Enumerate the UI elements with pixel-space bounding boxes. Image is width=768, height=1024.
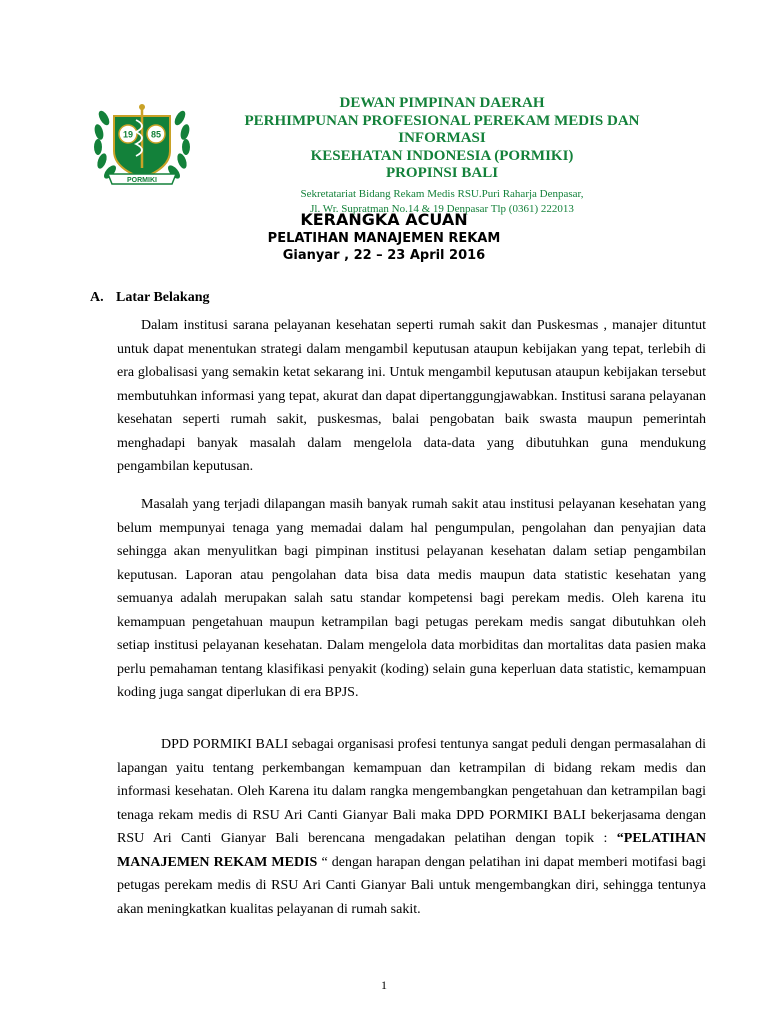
logo-year-left: 19 — [122, 129, 134, 140]
logo-year-right: 85 — [150, 129, 162, 140]
paragraph-3-text-start: DPD PORMIKI BALI sebagai organisasi profesi tentunya sangat peduli dengan permasalahan di lapangan yaitu tentang perkembangan kemampuan dan ketrampilan di bidang rekam medis dan informasi kesehatan. Oleh Karena itu dalam rangka mengembangkan pengetahuan dan ketrampilan bagi tenaga rekam medis di RSU Ari Canti Gianyar Bali maka DPD PORMIKI BALI bekerjasama dengan RSU Ari Canti Gianyar Bali berencana mengadakan pelatihan dengan topik : — [117, 737, 706, 846]
paragraph-3 — [117, 733, 706, 921]
page-number: 1 — [381, 978, 387, 992]
org-line-1: DEWAN PIMPINAN DAERAH — [339, 95, 545, 111]
section-number: A. — [90, 290, 104, 305]
paragraph-1-text: Dalam institusi sarana pelayanan kesehatan seperti rumah sakit dan Puskesmas , manajer dituntut untuk dapat menentukan strategi dalam mengambil keputusan ataupun kebijakan yang tepat, terlebih di era globalisasi yang semakin ketat sekarang ini. Untuk mengambil keputusan ataupun kebijakan tersebut membutuhkan informasi yang tepat, akurat dan dapat dipertanggungjawabkan. Institusi sarana pelayanan kesehatan seperti rumah sakit, puskesmas, balai pengobatan baik swasta maupun pemerintah menghadapi banyak masalah dalam mengelola data-data yang dibutuhkan guna mendukung pengambilan keputusan. — [117, 318, 706, 474]
title-main: KERANGKA ACUAN — [300, 210, 468, 229]
section-heading — [90, 290, 209, 306]
paragraph-2-text: Masalah yang terjadi dilapangan masih banyak rumah sakit atau institusi pelayanan kesehatan yang belum mempunyai tenaga yang memadai dalam hal pengumpulan, pengolahan dan penyajian data sehingga akan menyulitkan bagi pimpinan institusi pelayanan kesehatan dalam setiap pengambilan keputusan. Laporan atau pengolahan data bisa data medis maupun data statistic kesehatan yang semuanya adalah merupakan salah satu standar kompetensi bagi perekam medis. Oleh karena itu kemampuan pengetahuan maupun ketrampilan bagi petugas perekam medis sangat dibutuhkan oleh setiap institusi pelayanan kesehatan. Dalam mengelola data morbiditas dan mortalitas data pasien maka perlu pemahaman tentang klasifikasi penyakit (koding) selain guna keperluan data statistic, kemampuan koding juga sangat diperlukan di era BPJS. — [117, 497, 706, 700]
document-title — [0, 210, 768, 264]
address-line-2: Jl. Wr. Supratman No.14 & 19 Denpasar Tlp (0361) 222013 — [310, 202, 574, 215]
section-title: Latar Belakang — [116, 290, 210, 305]
org-line-3: KESEHATAN INDONESIA (PORMIKI) — [310, 147, 574, 164]
org-line-2: PERHIMPUNAN PROFESIONAL PEREKAM MEDIS DAN INFORMASI — [244, 112, 640, 146]
org-line-4: PROPINSI BALI — [385, 165, 499, 181]
address-line-1: Sekretatariat Bidang Rekam Medis RSU.Puri Raharja Denpasar, — [300, 187, 584, 200]
title-sub: PELATIHAN MANAJEMEN REKAM — [267, 231, 501, 246]
paragraph-2 — [117, 493, 706, 705]
training-topic: “PELATIHAN MANAJEMEN REKAM MEDIS — [117, 831, 706, 870]
logo-ribbon-text: PORMIKI — [127, 177, 157, 184]
paragraph-3-text-end: “ dengan harapan dengan pelatihan ini dapat memberi motifasi bagi petugas perekam medis di RSU Ari Canti Gianyar Bali untuk mengembangkan diri, sehingga tentunya akan meningkatkan kualitas pelayanan di rumah sakit. — [117, 854, 707, 917]
title-date: Gianyar , 22 – 23 April 2016 — [282, 248, 486, 263]
paragraph-1 — [117, 314, 706, 479]
org-header — [200, 95, 684, 217]
pormiki-logo — [90, 96, 194, 188]
